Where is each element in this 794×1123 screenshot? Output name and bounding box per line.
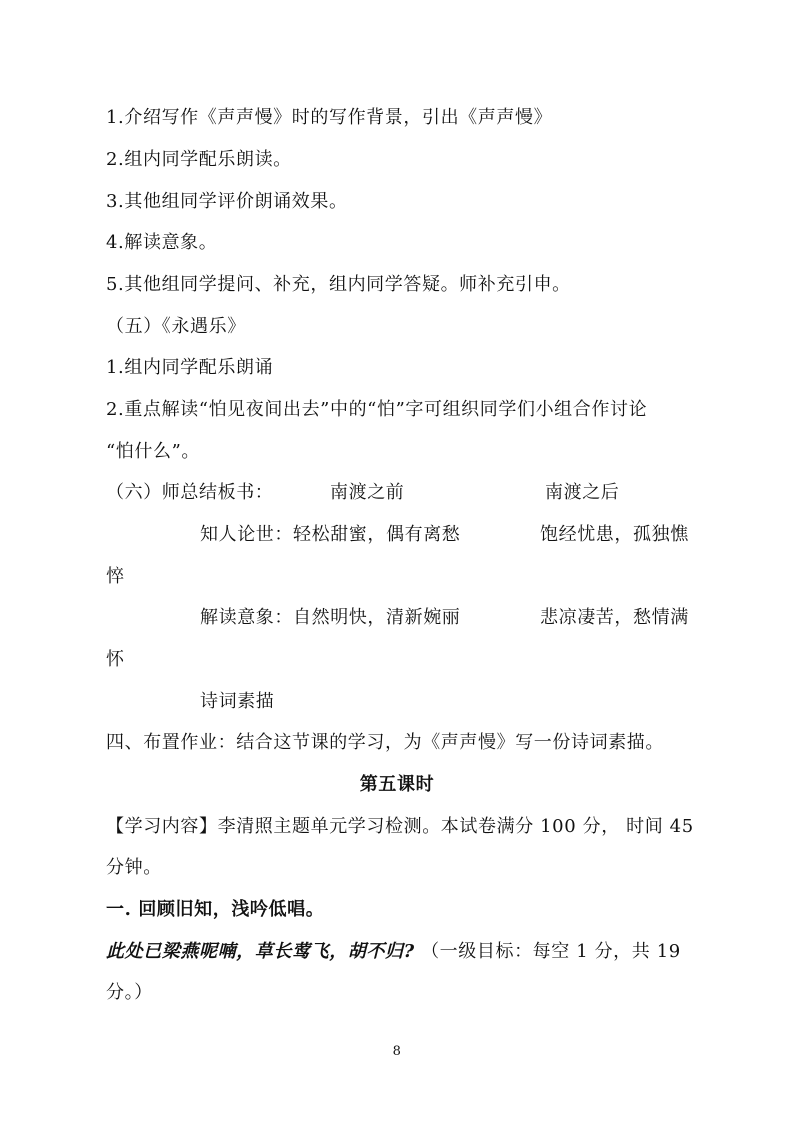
board-row2-right: 悲凉凄苦，愁情满 bbox=[540, 607, 689, 628]
quote-note: （一级目标：每空 1 分，共 19 bbox=[421, 941, 681, 962]
step-4: 4.解读意象。 bbox=[106, 232, 218, 253]
section-title: 第五课时 bbox=[359, 774, 435, 795]
board-row1-right: 饱经忧患，孤独憔 bbox=[540, 524, 689, 545]
learning-content-wrap: 分钟。 bbox=[106, 857, 162, 878]
step-2-yongyule: 2.重点解读“怕见夜间出去”中的“怕”字可组织同学们小组合作讨论 bbox=[106, 399, 648, 420]
step-1: 1.介绍写作《声声慢》时的写作背景，引出《声声慢》 bbox=[106, 107, 553, 128]
part-1-title: 一. 回顾旧知，浅吟低唱。 bbox=[106, 899, 325, 920]
board-row2-wrap: 怀 bbox=[106, 649, 125, 670]
quote-text: 此处已梁燕呢喃，草长莺飞，胡不归? bbox=[106, 941, 415, 962]
step-3: 3.其他组同学评价朗诵效果。 bbox=[106, 191, 348, 212]
board-row1-wrap: 悴 bbox=[106, 566, 125, 587]
quote-line bbox=[106, 940, 681, 964]
step-2-yongyule-wrap: “怕什么”。 bbox=[106, 441, 201, 462]
board-col2-header: 南渡之后 bbox=[545, 482, 620, 503]
board-col1-header: 南渡之前 bbox=[330, 482, 405, 503]
board-row3: 诗词素描 bbox=[200, 691, 275, 712]
board-row2-left: 解读意象：自然明快，清新婉丽 bbox=[200, 607, 461, 628]
section-heading-5: （五）《永遇乐》 bbox=[106, 316, 246, 337]
board-row1-left: 知人论世：轻松甜蜜，偶有离愁 bbox=[200, 524, 461, 545]
quote-note-wrap: 分。） bbox=[106, 982, 153, 1003]
page-number: 8 bbox=[392, 1044, 402, 1059]
step-1-yongyule: 1.组内同学配乐朗诵 bbox=[106, 357, 274, 378]
board-heading: （六）师总结板书： bbox=[106, 482, 274, 503]
step-2: 2.组内同学配乐朗读。 bbox=[106, 149, 292, 170]
learning-content: 【学习内容】李清照主题单元学习检测。本试卷满分 100 分， 时间 45 bbox=[106, 816, 694, 837]
step-5: 5.其他组同学提问、补充，组内同学答疑。师补充引申。 bbox=[106, 274, 571, 295]
homework: 四、布置作业：结合这节课的学习，为《声声慢》写一份诗词素描。 bbox=[106, 732, 664, 753]
